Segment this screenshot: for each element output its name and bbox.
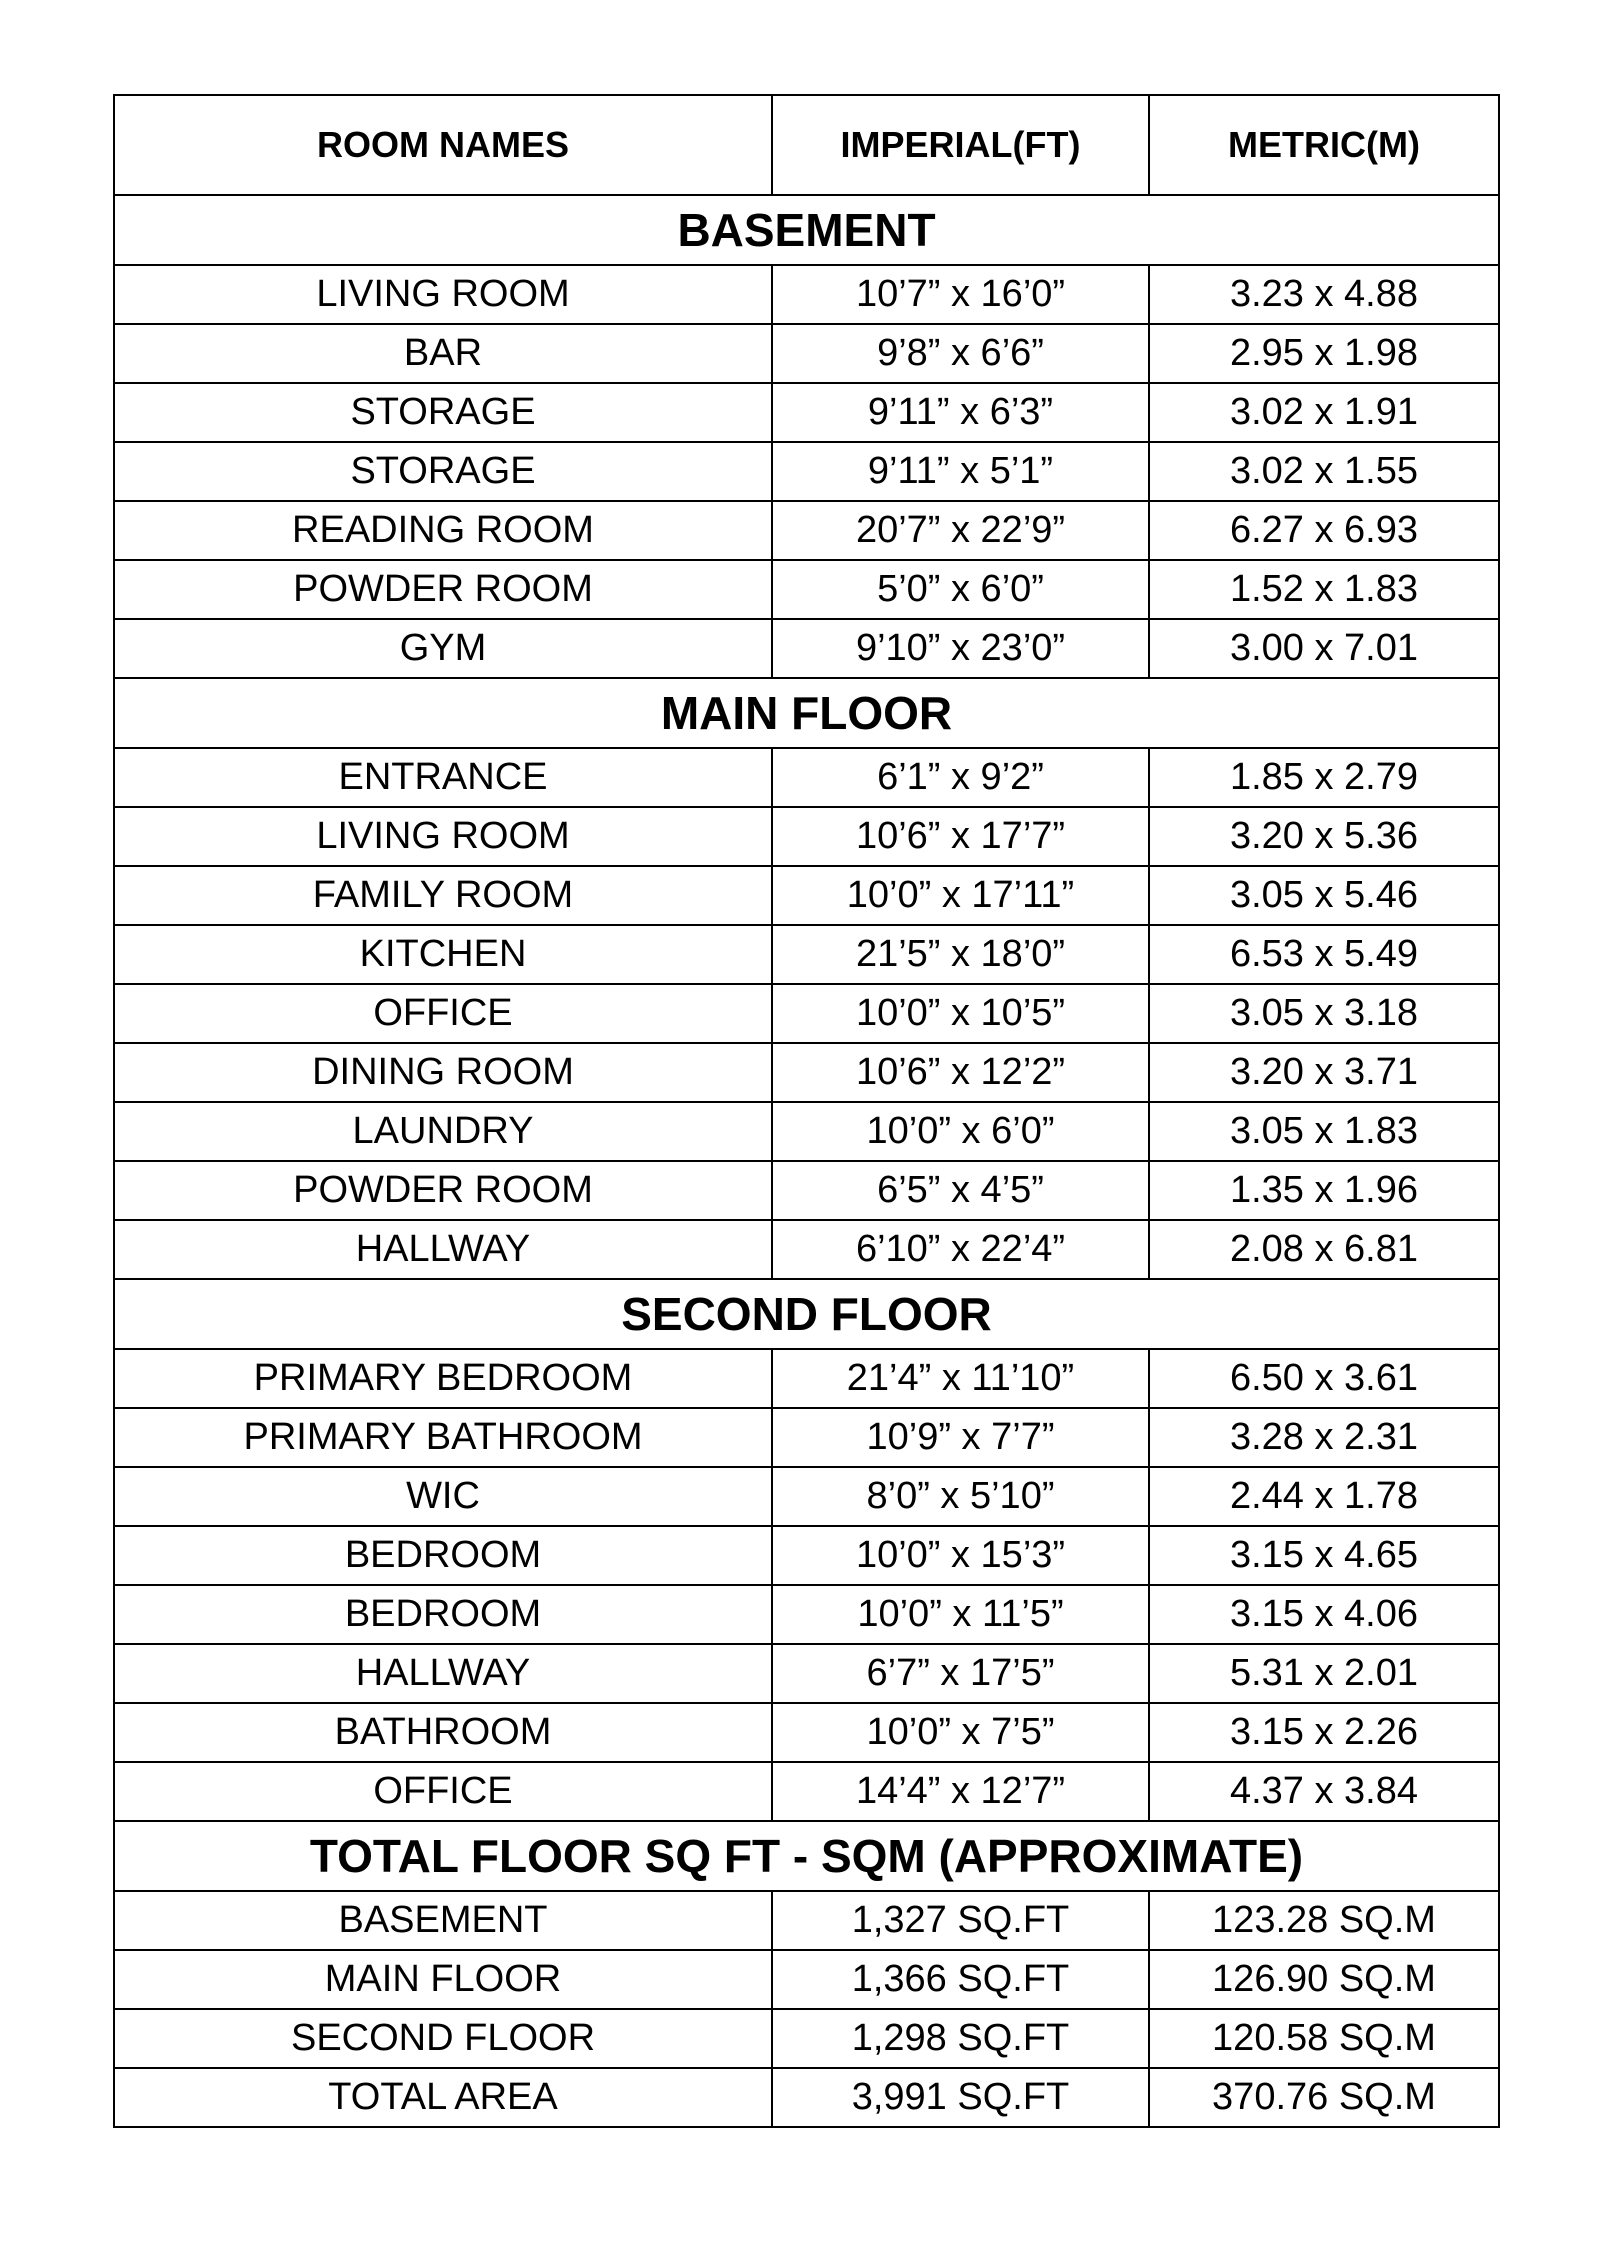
room-name-cell: TOTAL AREA [114, 2068, 772, 2127]
metric-cell: 3.15 x 4.06 [1149, 1585, 1499, 1644]
room-name-cell: HALLWAY [114, 1220, 772, 1279]
table-row [114, 807, 1499, 866]
table-row [114, 1408, 1499, 1467]
section-header-row [114, 1279, 1499, 1349]
room-name-cell: OFFICE [114, 1762, 772, 1821]
metric-cell: 120.58 SQ.M [1149, 2009, 1499, 2068]
imperial-cell: 6’10” x 22’4” [772, 1220, 1149, 1279]
imperial-cell: 21’4” x 11’10” [772, 1349, 1149, 1408]
room-name-cell: LIVING ROOM [114, 807, 772, 866]
imperial-cell: 5’0” x 6’0” [772, 560, 1149, 619]
imperial-cell: 6’1” x 9’2” [772, 748, 1149, 807]
metric-cell: 3.05 x 1.83 [1149, 1102, 1499, 1161]
table-row [114, 1585, 1499, 1644]
room-name-cell: PRIMARY BEDROOM [114, 1349, 772, 1408]
room-name-cell: WIC [114, 1467, 772, 1526]
imperial-cell: 9’8” x 6’6” [772, 324, 1149, 383]
imperial-cell: 10’0” x 7’5” [772, 1703, 1149, 1762]
room-name-cell: GYM [114, 619, 772, 678]
room-name-cell: POWDER ROOM [114, 560, 772, 619]
imperial-cell: 10’0” x 15’3” [772, 1526, 1149, 1585]
metric-cell: 3.28 x 2.31 [1149, 1408, 1499, 1467]
room-name-cell: LIVING ROOM [114, 265, 772, 324]
table-row [114, 1161, 1499, 1220]
room-name-cell: BAR [114, 324, 772, 383]
table-body [114, 195, 1499, 2127]
metric-cell: 3.05 x 3.18 [1149, 984, 1499, 1043]
imperial-cell: 10’0” x 10’5” [772, 984, 1149, 1043]
table-row [114, 324, 1499, 383]
imperial-cell: 14’4” x 12’7” [772, 1762, 1149, 1821]
room-name-cell: BEDROOM [114, 1526, 772, 1585]
header-room-names: ROOM NAMES [114, 95, 772, 195]
imperial-cell: 10’6” x 12’2” [772, 1043, 1149, 1102]
imperial-cell: 1,298 SQ.FT [772, 2009, 1149, 2068]
room-name-cell: POWDER ROOM [114, 1161, 772, 1220]
imperial-cell: 10’0” x 11’5” [772, 1585, 1149, 1644]
metric-cell: 6.50 x 3.61 [1149, 1349, 1499, 1408]
metric-cell: 370.76 SQ.M [1149, 2068, 1499, 2127]
room-name-cell: HALLWAY [114, 1644, 772, 1703]
metric-cell: 1.85 x 2.79 [1149, 748, 1499, 807]
imperial-cell: 20’7” x 22’9” [772, 501, 1149, 560]
room-name-cell: KITCHEN [114, 925, 772, 984]
table-row [114, 748, 1499, 807]
table-row [114, 1102, 1499, 1161]
room-name-cell: MAIN FLOOR [114, 1950, 772, 2009]
room-name-cell: OFFICE [114, 984, 772, 1043]
table-row [114, 383, 1499, 442]
section-header-row [114, 678, 1499, 748]
metric-cell: 2.44 x 1.78 [1149, 1467, 1499, 1526]
section-title: MAIN FLOOR [114, 678, 1499, 748]
metric-cell: 2.08 x 6.81 [1149, 1220, 1499, 1279]
metric-cell: 3.15 x 4.65 [1149, 1526, 1499, 1585]
metric-cell: 3.02 x 1.91 [1149, 383, 1499, 442]
table-row [114, 1891, 1499, 1950]
imperial-cell: 1,327 SQ.FT [772, 1891, 1149, 1950]
metric-cell: 3.23 x 4.88 [1149, 265, 1499, 324]
table-row [114, 1950, 1499, 2009]
room-name-cell: BEDROOM [114, 1585, 772, 1644]
imperial-cell: 21’5” x 18’0” [772, 925, 1149, 984]
room-name-cell: SECOND FLOOR [114, 2009, 772, 2068]
room-name-cell: BATHROOM [114, 1703, 772, 1762]
imperial-cell: 6’7” x 17’5” [772, 1644, 1149, 1703]
table-row [114, 265, 1499, 324]
metric-cell: 3.15 x 2.26 [1149, 1703, 1499, 1762]
imperial-cell: 10’0” x 17’11” [772, 866, 1149, 925]
room-name-cell: STORAGE [114, 442, 772, 501]
room-name-cell: READING ROOM [114, 501, 772, 560]
room-dimensions-table [113, 94, 1500, 2128]
metric-cell: 6.53 x 5.49 [1149, 925, 1499, 984]
table-row [114, 1526, 1499, 1585]
header-imperial: IMPERIAL(FT) [772, 95, 1149, 195]
room-name-cell: DINING ROOM [114, 1043, 772, 1102]
metric-cell: 5.31 x 2.01 [1149, 1644, 1499, 1703]
section-title: TOTAL FLOOR SQ FT - SQM (APPROXIMATE) [114, 1821, 1499, 1891]
metric-cell: 2.95 x 1.98 [1149, 324, 1499, 383]
room-name-cell: FAMILY ROOM [114, 866, 772, 925]
table-row [114, 560, 1499, 619]
room-name-cell: STORAGE [114, 383, 772, 442]
table-row [114, 1703, 1499, 1762]
room-name-cell: BASEMENT [114, 1891, 772, 1950]
metric-cell: 3.20 x 5.36 [1149, 807, 1499, 866]
imperial-cell: 9’11” x 6’3” [772, 383, 1149, 442]
table-row [114, 2068, 1499, 2127]
table-row [114, 984, 1499, 1043]
table-row [114, 1220, 1499, 1279]
metric-cell: 4.37 x 3.84 [1149, 1762, 1499, 1821]
header-metric: METRIC(M) [1149, 95, 1499, 195]
table-row [114, 501, 1499, 560]
room-name-cell: LAUNDRY [114, 1102, 772, 1161]
room-name-cell: PRIMARY BATHROOM [114, 1408, 772, 1467]
section-header-row [114, 1821, 1499, 1891]
table-header-row [114, 95, 1499, 195]
imperial-cell: 10’0” x 6’0” [772, 1102, 1149, 1161]
table-row [114, 1644, 1499, 1703]
metric-cell: 3.05 x 5.46 [1149, 866, 1499, 925]
metric-cell: 126.90 SQ.M [1149, 1950, 1499, 2009]
section-title: SECOND FLOOR [114, 1279, 1499, 1349]
metric-cell: 1.52 x 1.83 [1149, 560, 1499, 619]
imperial-cell: 6’5” x 4’5” [772, 1161, 1149, 1220]
metric-cell: 6.27 x 6.93 [1149, 501, 1499, 560]
table-row [114, 1043, 1499, 1102]
table-row [114, 619, 1499, 678]
table-row [114, 1349, 1499, 1408]
imperial-cell: 1,366 SQ.FT [772, 1950, 1149, 2009]
imperial-cell: 9’10” x 23’0” [772, 619, 1149, 678]
imperial-cell: 10’9” x 7’7” [772, 1408, 1149, 1467]
table-row [114, 1762, 1499, 1821]
metric-cell: 1.35 x 1.96 [1149, 1161, 1499, 1220]
table-row [114, 866, 1499, 925]
metric-cell: 3.20 x 3.71 [1149, 1043, 1499, 1102]
metric-cell: 3.02 x 1.55 [1149, 442, 1499, 501]
metric-cell: 3.00 x 7.01 [1149, 619, 1499, 678]
metric-cell: 123.28 SQ.M [1149, 1891, 1499, 1950]
imperial-cell: 10’6” x 17’7” [772, 807, 1149, 866]
table-row [114, 1467, 1499, 1526]
table-row [114, 2009, 1499, 2068]
imperial-cell: 10’7” x 16’0” [772, 265, 1149, 324]
imperial-cell: 3,991 SQ.FT [772, 2068, 1149, 2127]
imperial-cell: 8’0” x 5’10” [772, 1467, 1149, 1526]
table-row [114, 442, 1499, 501]
imperial-cell: 9’11” x 5’1” [772, 442, 1149, 501]
section-header-row [114, 195, 1499, 265]
room-name-cell: ENTRANCE [114, 748, 772, 807]
section-title: BASEMENT [114, 195, 1499, 265]
table-row [114, 925, 1499, 984]
